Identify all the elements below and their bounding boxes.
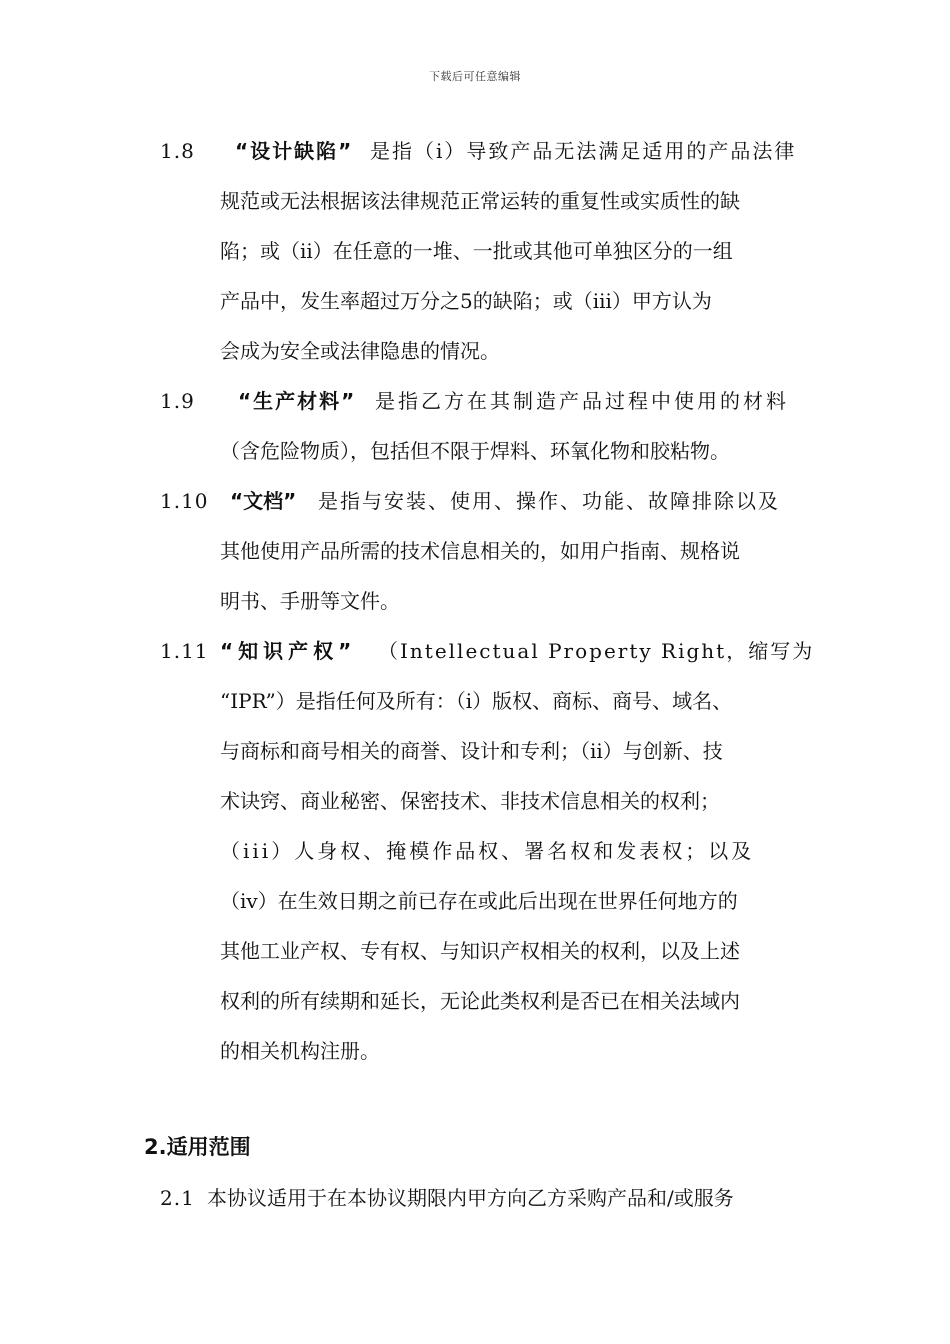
clause-term: “文档” <box>230 489 297 513</box>
clause-line: 本协议适用于在本协议期限内甲方向乙方采购产品和/或服务 <box>207 1186 734 1210</box>
clause-line: （含危险物质），包括但不限于焊料、环氧化物和胶粘物。 <box>220 439 730 463</box>
clause-line: 其他工业产权、专有权、与知识产权相关的权利，以及上述 <box>220 939 740 963</box>
clause-line: 的相关机构注册。 <box>220 1039 380 1063</box>
clause-line: 陷；或（ii）在任意的一堆、一批或其他可单独区分的一组 <box>220 239 733 263</box>
clause-term: “知识产权” <box>220 639 357 663</box>
clause-number: 1.11 <box>160 639 209 663</box>
page-header: 下载后可任意编辑 <box>429 70 521 83</box>
section-heading: 2.适用范围 <box>144 1135 251 1159</box>
clause-line: 术诀窍、商业秘密、保密技术、非技术信息相关的权利； <box>220 789 720 813</box>
clause-number: 1.9 <box>160 389 195 413</box>
clause-line: （iv）在生效日期之前已存在或此后出现在世界任何地方的 <box>220 889 738 913</box>
clause-line: 产品中，发生率超过万分之5的缺陷；或（iii）甲方认为 <box>220 289 712 313</box>
clause-line: 其他使用产品所需的技术信息相关的，如用户指南、规格说 <box>220 539 740 563</box>
clause-term: “设计缺陷” <box>235 139 354 163</box>
clause-line: 是指（i）导致产品无法满足适用的产品法律 <box>370 139 797 163</box>
clause-line: 规范或无法根据该法律规范正常运转的重复性或实质性的缺 <box>220 189 740 213</box>
clause-line: 会成为安全或法律隐患的情况。 <box>220 339 500 363</box>
clause-line: 是指乙方在其制造产品过程中使用的材料 <box>375 389 789 413</box>
clause-line: 权利的所有续期和延长，无论此类权利是否已在相关法域内 <box>220 989 740 1013</box>
clause-line: 是指与安装、使用、操作、功能、故障排除以及 <box>318 489 780 513</box>
clause-number: 1.10 <box>160 489 209 513</box>
clause-line: 与商标和商号相关的商誉、设计和专利；（ii）与创新、技 <box>220 739 723 763</box>
clause-number: 2.1 <box>160 1186 195 1210</box>
clause-number: 1.8 <box>160 139 195 163</box>
clause-line: 明书、手册等文件。 <box>220 589 400 613</box>
clause-term: “生产材料” <box>238 389 357 413</box>
clause-line: “IPR”）是指任何及所有：（i）版权、商标、商号、域名、 <box>220 689 733 713</box>
clause-line: （iii）人身权、掩模作品权、署名权和发表权；以及 <box>220 839 755 863</box>
clause-line: （Intellectual Property Right，缩写为 <box>378 639 815 663</box>
